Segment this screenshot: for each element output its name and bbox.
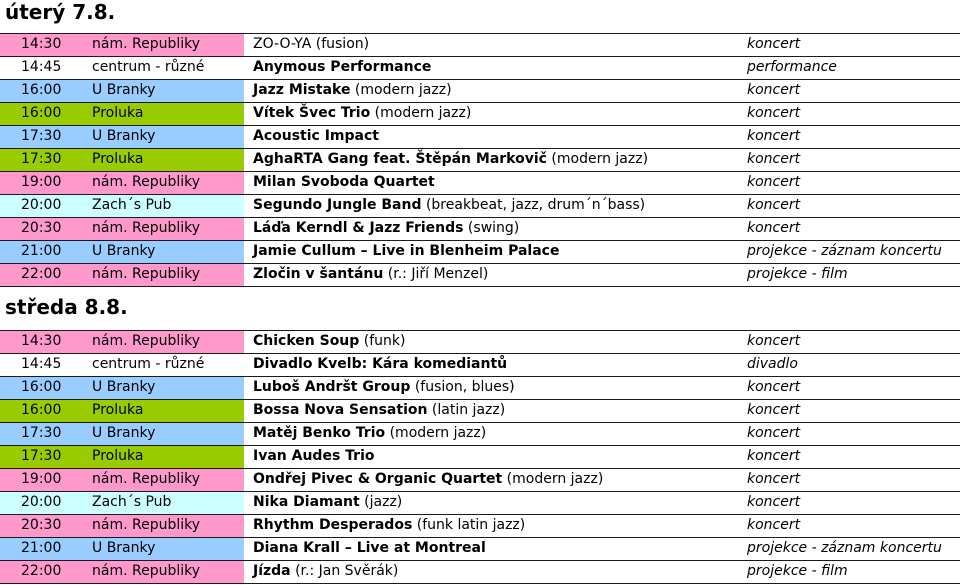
event-title bbox=[249, 423, 734, 445]
event-title bbox=[249, 195, 734, 217]
event-title bbox=[249, 331, 734, 353]
event-time: 22:00 bbox=[21, 563, 62, 579]
event-venue: U Branky bbox=[92, 540, 156, 556]
schedule-row bbox=[0, 148, 960, 171]
schedule-row bbox=[0, 102, 960, 125]
event-time: 20:00 bbox=[21, 197, 62, 213]
schedule-row bbox=[0, 171, 960, 194]
column-gap bbox=[734, 331, 743, 353]
column-gap bbox=[734, 515, 743, 537]
event-title bbox=[249, 149, 734, 171]
event-type: koncert bbox=[743, 103, 960, 125]
column-gap bbox=[734, 354, 743, 376]
event-type: performance bbox=[743, 57, 960, 79]
column-gap bbox=[734, 469, 743, 491]
event-time: 16:00 bbox=[21, 82, 62, 98]
day-heading-tuesday: úterý 7.8. bbox=[5, 0, 116, 24]
event-name: Ondřej Pivec & Organic Quartet bbox=[253, 471, 503, 487]
event-time: 17:30 bbox=[21, 151, 62, 167]
event-time: 17:30 bbox=[21, 425, 62, 441]
event-name: Jamie Cullum – Live in Blenheim Palace bbox=[253, 243, 560, 259]
event-title bbox=[249, 492, 734, 514]
event-title bbox=[249, 103, 734, 125]
column-gap bbox=[734, 172, 743, 194]
event-venue: nám. Republiky bbox=[92, 517, 201, 533]
event-venue: U Branky bbox=[92, 425, 156, 441]
event-name: Matěj Benko Trio bbox=[253, 425, 386, 441]
event-name: Acoustic Impact bbox=[253, 128, 379, 144]
event-name: Vítek Švec Trio bbox=[253, 105, 371, 121]
event-venue: U Branky bbox=[92, 82, 156, 98]
schedule-table-tuesday bbox=[0, 33, 960, 287]
event-name: Segundo Jungle Band bbox=[253, 197, 422, 213]
event-title bbox=[249, 264, 734, 286]
event-detail: (modern jazz) bbox=[546, 151, 649, 167]
event-time: 16:00 bbox=[21, 105, 62, 121]
schedule-row bbox=[0, 353, 960, 376]
schedule-row bbox=[0, 263, 960, 287]
day-heading-wednesday: středa 8.8. bbox=[5, 295, 128, 319]
event-detail: (modern jazz) bbox=[385, 425, 487, 441]
event-venue: Zach´s Pub bbox=[92, 494, 172, 510]
event-detail: (latin jazz) bbox=[427, 402, 506, 418]
event-title bbox=[249, 126, 734, 148]
column-gap bbox=[734, 538, 743, 560]
event-type: projekce - film bbox=[743, 264, 960, 286]
event-venue: Proluka bbox=[92, 151, 144, 167]
event-detail: (modern jazz) bbox=[370, 105, 472, 121]
schedule-row bbox=[0, 194, 960, 217]
schedule-table-wednesday bbox=[0, 330, 960, 584]
event-type: koncert bbox=[743, 331, 960, 353]
event-title bbox=[249, 561, 734, 583]
event-detail: (funk latin jazz) bbox=[412, 517, 526, 533]
column-gap bbox=[734, 57, 743, 79]
event-type: koncert bbox=[743, 80, 960, 102]
schedule-row bbox=[0, 399, 960, 422]
event-time: 17:30 bbox=[21, 448, 62, 464]
event-venue: nám. Republiky bbox=[92, 333, 201, 349]
event-title bbox=[249, 34, 734, 56]
column-gap bbox=[734, 103, 743, 125]
event-detail: (breakbeat, jazz, drum´n´bass) bbox=[421, 197, 646, 213]
schedule-row bbox=[0, 240, 960, 263]
event-name: Jízda bbox=[253, 563, 291, 579]
event-detail: (r.: Jan Svěrák) bbox=[290, 563, 399, 579]
schedule-row bbox=[0, 491, 960, 514]
event-venue: nám. Republiky bbox=[92, 174, 201, 190]
schedule-row bbox=[0, 445, 960, 468]
event-type: koncert bbox=[743, 195, 960, 217]
event-time: 14:45 bbox=[21, 356, 62, 372]
schedule-row bbox=[0, 468, 960, 491]
column-gap bbox=[734, 218, 743, 240]
event-type: koncert bbox=[743, 492, 960, 514]
event-name: Anymous Performance bbox=[253, 59, 432, 75]
event-title bbox=[249, 538, 734, 560]
event-title bbox=[249, 218, 734, 240]
event-venue: nám. Republiky bbox=[92, 220, 201, 236]
column-gap bbox=[734, 195, 743, 217]
event-type: koncert bbox=[743, 126, 960, 148]
event-detail: (fusion) bbox=[311, 36, 370, 52]
column-gap bbox=[734, 561, 743, 583]
column-gap bbox=[734, 241, 743, 263]
event-time: 20:30 bbox=[21, 517, 62, 533]
event-type: koncert bbox=[743, 515, 960, 537]
event-name: Bossa Nova Sensation bbox=[253, 402, 428, 418]
event-time: 20:00 bbox=[21, 494, 62, 510]
schedule-row bbox=[0, 376, 960, 399]
schedule-row bbox=[0, 422, 960, 445]
event-venue: nám. Republiky bbox=[92, 471, 201, 487]
event-venue: Proluka bbox=[92, 448, 144, 464]
event-time: 19:00 bbox=[21, 471, 62, 487]
column-gap bbox=[734, 149, 743, 171]
event-name: Zločin v šantánu bbox=[253, 266, 384, 282]
event-name: Jazz Mistake bbox=[253, 82, 351, 98]
schedule-row bbox=[0, 560, 960, 584]
event-venue: U Branky bbox=[92, 128, 156, 144]
schedule-row bbox=[0, 56, 960, 79]
event-time: 14:30 bbox=[21, 36, 62, 52]
column-gap bbox=[734, 377, 743, 399]
column-gap bbox=[734, 126, 743, 148]
event-time: 17:30 bbox=[21, 128, 62, 144]
event-type: koncert bbox=[743, 469, 960, 491]
event-venue: Proluka bbox=[92, 105, 144, 121]
event-type: koncert bbox=[743, 34, 960, 56]
column-gap bbox=[734, 492, 743, 514]
schedule-row bbox=[0, 79, 960, 102]
event-name: ZO-O-YA bbox=[253, 36, 312, 52]
event-type: projekce - záznam koncertu bbox=[743, 241, 960, 263]
event-type: koncert bbox=[743, 149, 960, 171]
event-venue: Zach´s Pub bbox=[92, 197, 172, 213]
event-title bbox=[249, 241, 734, 263]
event-title bbox=[249, 354, 734, 376]
event-type: koncert bbox=[743, 377, 960, 399]
event-venue: nám. Republiky bbox=[92, 266, 201, 282]
event-time: 21:00 bbox=[21, 243, 62, 259]
event-type: divadlo bbox=[743, 354, 960, 376]
event-type: projekce - film bbox=[743, 561, 960, 583]
event-type: koncert bbox=[743, 400, 960, 422]
event-type: koncert bbox=[743, 423, 960, 445]
column-gap bbox=[734, 446, 743, 468]
event-venue: U Branky bbox=[92, 379, 156, 395]
event-detail: (modern jazz) bbox=[350, 82, 452, 98]
event-title bbox=[249, 446, 734, 468]
event-detail: (funk) bbox=[359, 333, 406, 349]
event-type: projekce - záznam koncertu bbox=[743, 538, 960, 560]
event-venue: U Branky bbox=[92, 243, 156, 259]
event-title bbox=[249, 80, 734, 102]
event-type: koncert bbox=[743, 218, 960, 240]
schedule-row bbox=[0, 537, 960, 560]
column-gap bbox=[734, 264, 743, 286]
event-title bbox=[249, 469, 734, 491]
column-gap bbox=[734, 34, 743, 56]
event-title bbox=[249, 172, 734, 194]
event-detail: (swing) bbox=[463, 220, 520, 236]
schedule-row bbox=[0, 217, 960, 240]
event-time: 22:00 bbox=[21, 266, 62, 282]
event-time: 21:00 bbox=[21, 540, 62, 556]
event-name: Rhythm Desperados bbox=[253, 517, 413, 533]
event-name: Luboš Andršt Group bbox=[253, 379, 411, 395]
event-title bbox=[249, 377, 734, 399]
event-time: 14:30 bbox=[21, 333, 62, 349]
event-time: 16:00 bbox=[21, 402, 62, 418]
event-time: 19:00 bbox=[21, 174, 62, 190]
event-name: Láďa Kerndl & Jazz Friends bbox=[253, 220, 464, 236]
event-name: Diana Krall – Live at Montreal bbox=[253, 540, 486, 556]
event-name: Milan Svoboda Quartet bbox=[253, 174, 435, 190]
event-venue: centrum - různé bbox=[92, 59, 205, 75]
event-title bbox=[249, 400, 734, 422]
event-name: Chicken Soup bbox=[253, 333, 360, 349]
event-time: 14:45 bbox=[21, 59, 62, 75]
event-detail: (fusion, blues) bbox=[410, 379, 515, 395]
schedule-row bbox=[0, 33, 960, 56]
event-title bbox=[249, 515, 734, 537]
schedule-row bbox=[0, 330, 960, 353]
event-venue: Proluka bbox=[92, 402, 144, 418]
event-detail: (jazz) bbox=[359, 494, 403, 510]
event-name: Divadlo Kvelb: Kára komediantů bbox=[253, 356, 508, 372]
event-name: Ivan Audes Trio bbox=[253, 448, 375, 464]
event-type: koncert bbox=[743, 446, 960, 468]
event-title bbox=[249, 57, 734, 79]
event-type: koncert bbox=[743, 172, 960, 194]
schedule-row bbox=[0, 125, 960, 148]
column-gap bbox=[734, 80, 743, 102]
schedule-row bbox=[0, 514, 960, 537]
event-name: AghaRTA Gang feat. Štěpán Markovič bbox=[253, 151, 547, 167]
column-gap bbox=[734, 400, 743, 422]
event-detail: (modern jazz) bbox=[502, 471, 604, 487]
event-time: 16:00 bbox=[21, 379, 62, 395]
event-venue: nám. Republiky bbox=[92, 563, 201, 579]
event-time: 20:30 bbox=[21, 220, 62, 236]
event-venue: centrum - různé bbox=[92, 356, 205, 372]
event-name: Nika Diamant bbox=[253, 494, 360, 510]
column-gap bbox=[734, 423, 743, 445]
event-venue: nám. Republiky bbox=[92, 36, 201, 52]
event-detail: (r.: Jiří Menzel) bbox=[383, 266, 489, 282]
